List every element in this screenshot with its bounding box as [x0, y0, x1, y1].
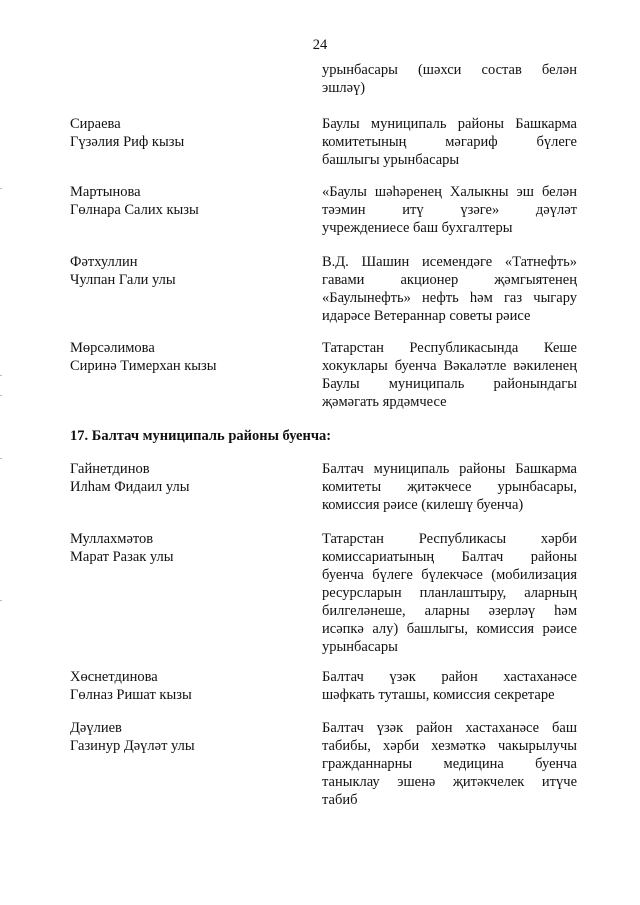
role-line: башлыгы урынбасары: [322, 152, 460, 168]
person-name: [70, 115, 300, 151]
role-line: «Баулы шәһәренең Халыкны эш белән: [322, 184, 577, 200]
role-line: шәфкать туташы, комиссия секретаре: [322, 687, 555, 703]
given-name: Сиринә Тимерхан кызы: [70, 358, 217, 374]
role-line: Балтач үзәк район хастаханәсе баш: [322, 720, 577, 736]
role-line: Балтач муниципаль районы Башкарма: [322, 461, 577, 477]
person-role: [322, 668, 577, 704]
role-line: буенча бүлеге бүлекчәсе (мобилизация: [322, 567, 577, 583]
person-name: [70, 183, 300, 219]
person-name: [70, 460, 300, 496]
surname: Сираева: [70, 116, 121, 132]
person-role: [322, 460, 577, 514]
person-name: [70, 530, 300, 566]
person-role: [322, 339, 577, 411]
role-line: комитетының мәгариф бүлеге: [322, 134, 577, 150]
role-line: комитеты җитәкчесе урынбасары,: [322, 479, 577, 495]
surname: Хөснетдинова: [70, 669, 158, 685]
role-line: Балтач үзәк район хастаханәсе: [322, 669, 577, 685]
role-line: гражданнарны медицина буенча: [322, 756, 577, 772]
person-name: [70, 339, 300, 375]
role-line: таныклау эшенә җитәкчелек итүче: [322, 774, 577, 790]
page-number: 24: [312, 37, 328, 53]
role-line: табиб: [322, 792, 358, 808]
given-name: Илһам Фидаил улы: [70, 479, 190, 495]
person-name: [70, 253, 300, 289]
role-line: Татарстан Республикасында Кеше: [322, 340, 577, 356]
role-line: учреждениесе баш бухгалтеры: [322, 220, 513, 236]
given-name: Газинур Дәүләт улы: [70, 738, 195, 754]
role-line: исәпкә алу) башлыгы, комиссия рәисе: [322, 621, 577, 637]
role-line: комиссариатының Балтач районы: [322, 549, 577, 565]
role-line: идарәсе Ветераннар советы рәисе: [322, 308, 531, 324]
given-name: Гөлназ Ришат кызы: [70, 687, 192, 703]
scan-mark: [0, 375, 2, 376]
surname: Муллахмәтов: [70, 531, 154, 547]
role-line: эшләү): [322, 80, 366, 96]
role-line: В.Д. Шашин исемендәге «Татнефть»: [322, 254, 577, 270]
given-name: Марат Разак улы: [70, 549, 174, 565]
person-role: [322, 719, 577, 809]
person-role: [322, 115, 577, 169]
top-role-text: [322, 61, 577, 97]
role-line: ресурсларын планлаштыру, аларның: [322, 585, 577, 601]
role-line: тәэмин итү үзәге» дәүләт: [322, 202, 577, 218]
role-line: Баулы муниципаль районындагы: [322, 376, 577, 392]
role-line: комиссия рәисе (килешү буенча): [322, 497, 524, 513]
surname: Дәүлиев: [70, 720, 122, 736]
surname: Гайнетдинов: [70, 461, 150, 477]
scan-mark: [0, 458, 2, 459]
role-line: Татарстан Республикасы хәрби: [322, 531, 577, 547]
person-role: [322, 253, 577, 325]
role-line: җәмәгать ярдәмчесе: [322, 394, 447, 410]
person-role: [322, 530, 577, 656]
surname: Мөрсәлимова: [70, 340, 155, 356]
role-line: билгеләнеше, аларны әзерләү һәм: [322, 603, 577, 619]
scan-mark: [0, 600, 2, 601]
role-line: хокуклары буенча Вәкаләтле вәкиленең: [322, 358, 577, 374]
surname: Фәтхуллин: [70, 254, 138, 270]
role-line: урынбасары: [322, 639, 398, 655]
given-name: Чулпан Гали улы: [70, 272, 176, 288]
section-title: 17. Балтач муниципаль районы буенча:: [70, 428, 332, 444]
surname: Мартынова: [70, 184, 141, 200]
person-name: [70, 668, 300, 704]
role-line: Баулы муниципаль районы Башкарма: [322, 116, 577, 132]
role-line: урынбасары (шәхси состав белән: [322, 62, 577, 78]
role-line: табибы, хәрби хезмәткә чакырылучы: [322, 738, 577, 754]
role-line: гавами акционер җәмгыятенең: [322, 272, 577, 288]
given-name: Гөлнара Салих кызы: [70, 202, 199, 218]
given-name: Гүзәлия Риф кызы: [70, 134, 185, 150]
role-line: «Баулынефть» нефть һәм газ чыгару: [322, 290, 577, 306]
person-role: [322, 183, 577, 237]
person-name: [70, 719, 300, 755]
scan-mark: [0, 188, 2, 189]
scan-mark: [0, 395, 2, 396]
